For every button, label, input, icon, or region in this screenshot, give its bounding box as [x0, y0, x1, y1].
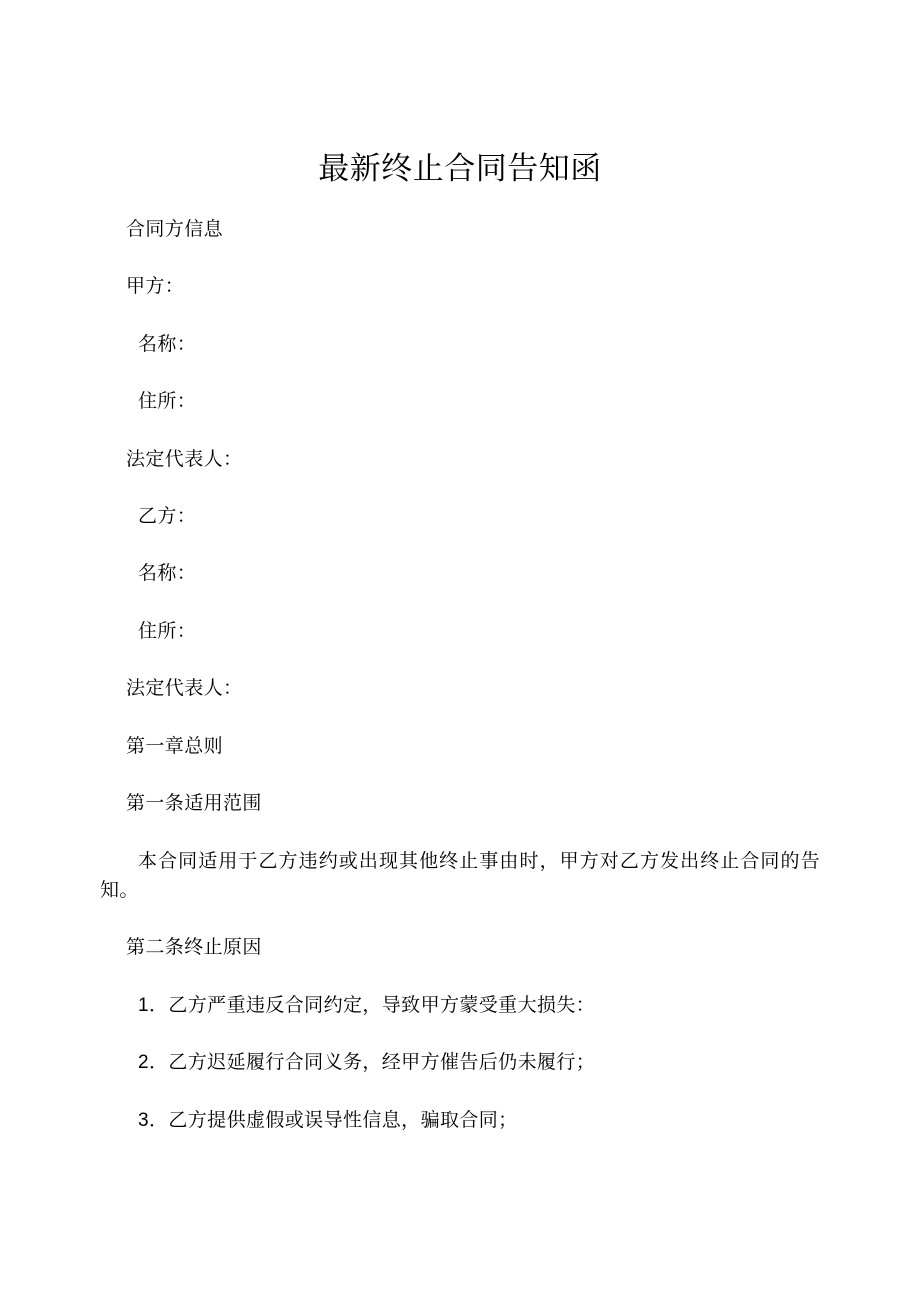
paragraph-party-b-address: 住所：	[138, 620, 197, 642]
paragraph-contract-party-info: 合同方信息	[126, 218, 224, 240]
list-item-termination-reason-1: 1．乙方严重违反合同约定，导致甲方蒙受重大损失：	[138, 994, 596, 1016]
paragraph-party-b-name: 名称：	[138, 563, 197, 585]
heading-article-one: 第一条适用范围	[126, 793, 262, 815]
heading-chapter-one: 第一章总则	[126, 735, 224, 757]
paragraph-party-b-legal-rep: 法定代表人：	[126, 678, 243, 700]
list-item-termination-reason-3: 3．乙方提供虚假或误导性信息，骗取合同；	[138, 1109, 518, 1131]
paragraph-article-one-body: 本合同适用于乙方违约或出现其他终止事由时，甲方对乙方发出终止合同的告知。	[100, 850, 820, 901]
list-item-termination-reason-2: 2．乙方迟延履行合同义务，经甲方催告后仍未履行；	[138, 1052, 596, 1074]
paragraph-party-a-name: 名称：	[138, 333, 197, 355]
page-title: 最新终止合同告知函	[318, 151, 602, 186]
paragraph-party-b: 乙方：	[138, 505, 197, 527]
paragraph-party-a-address: 住所：	[138, 391, 197, 413]
paragraph-party-a: 甲方：	[126, 276, 185, 298]
heading-article-two: 第二条终止原因	[126, 937, 262, 959]
paragraph-party-a-legal-rep: 法定代表人：	[126, 448, 243, 470]
